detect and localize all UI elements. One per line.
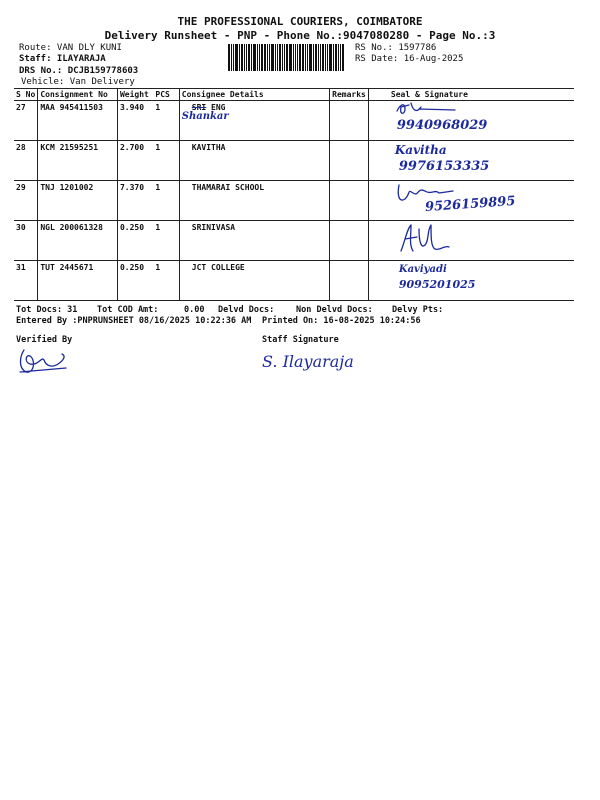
table-row (14, 221, 574, 261)
consignee-name: SRINIVASA (191, 223, 236, 232)
barcode-bar (251, 44, 252, 71)
runsheet-table (14, 88, 574, 301)
col-weight: Weight (117, 89, 153, 101)
consignee-name: KAVITHA (191, 143, 226, 152)
barcode-bar (277, 44, 278, 71)
col-remarks: Remarks (330, 89, 369, 101)
row-consignment: KCM 21595251 (38, 141, 118, 181)
barcode-bar (239, 44, 240, 71)
staff-label: Staff: ILAYARAJA (19, 54, 106, 64)
route-label: Route: VAN DLY KUNI (19, 43, 122, 53)
row-pcs: 1 (153, 141, 179, 181)
row-consignee (179, 181, 329, 221)
barcode-bar (264, 44, 266, 71)
barcode-bar (289, 44, 292, 71)
barcode-bar (329, 44, 332, 71)
barcode-bar (309, 44, 312, 71)
row-consignee (179, 101, 329, 141)
barcode-bar (269, 44, 270, 71)
row-consignee (179, 141, 329, 181)
row-remarks (330, 261, 369, 301)
barcode-bar (297, 44, 298, 71)
row-weight: 0.250 (117, 221, 153, 261)
row-consignment: MAA 945411503 (38, 101, 118, 141)
barcode-bar (244, 44, 245, 71)
non-delivered-docs: Non Delvd Docs: (296, 305, 373, 315)
tot-cod-amount: Tot COD Amt: 0.00 (97, 305, 205, 315)
signature-mark (395, 101, 475, 117)
delivered-docs: Delvd Docs: (218, 305, 275, 315)
barcode-bar (322, 44, 324, 71)
barcode-bar (327, 44, 328, 71)
barcode-bar (295, 44, 296, 71)
table-row (14, 141, 574, 181)
row-sno: 31 (14, 261, 38, 301)
consignee-name: ENG (211, 103, 226, 112)
row-consignment: TNJ 1201002 (38, 181, 118, 221)
consignee-struck: SRI (191, 103, 207, 112)
barcode-bar (231, 44, 232, 71)
barcode-bar (259, 44, 260, 71)
row-weight: 3.940 (117, 101, 153, 141)
row-consignment: TUT 2445671 (38, 261, 118, 301)
handwritten-phone: 9940968029 (396, 118, 488, 133)
signature-mark (397, 221, 477, 255)
row-consignment: NGL 200061328 (38, 221, 118, 261)
barcode-bar (248, 44, 250, 71)
barcode-bar (261, 44, 263, 71)
barcode-bar (325, 44, 326, 71)
barcode-bar (338, 44, 339, 71)
barcode-bar (284, 44, 285, 71)
row-pcs: 1 (153, 101, 179, 141)
col-consignment: Consignment No (38, 89, 118, 101)
row-weight: 7.370 (117, 181, 153, 221)
barcode-bar (235, 44, 238, 71)
row-sno: 30 (14, 221, 38, 261)
entered-by: Entered By :PNPRUNSHEET 08/16/2025 10:22:36 AM (16, 316, 252, 326)
tot-docs: Tot Docs: 31 (16, 305, 78, 315)
row-consignee (179, 261, 329, 301)
barcode-bar (342, 44, 344, 71)
barcode-bar (302, 44, 304, 71)
barcode-bar (305, 44, 306, 71)
barcode-bar (228, 44, 230, 71)
verified-by-label: Verified By (16, 335, 73, 345)
row-sno: 27 (14, 101, 38, 141)
row-pcs: 1 (153, 181, 179, 221)
row-signature (368, 221, 574, 261)
col-seal-signature: Seal & Signature (368, 89, 574, 101)
barcode-bar (307, 44, 308, 71)
barcode-bar (282, 44, 283, 71)
runsheet-subtitle: Delivery Runsheet - PNP - Phone No.:9047080280 - Page No.:3 (104, 29, 496, 42)
rs-number: RS No.: 1597786 (355, 43, 437, 53)
table-row (14, 181, 574, 221)
handwritten-phone: 9976153335 (398, 159, 490, 174)
verifier-signature (18, 346, 78, 376)
drs-number: DRS No.: DCJB159778603 (19, 66, 139, 76)
vehicle-label: Vehicle: Van Delivery (21, 77, 135, 87)
barcode-bar (299, 44, 301, 71)
col-sno: S No (14, 89, 38, 101)
consignee-name: JCT COLLEGE (191, 263, 245, 272)
staff-signature-handwritten: S. Ilayaraja (262, 352, 354, 371)
handwritten-phone: 9095201025 (398, 278, 476, 291)
barcode-bar (320, 44, 321, 71)
barcode-bar (275, 44, 276, 71)
col-consignee: Consignee Details (179, 89, 329, 101)
row-weight: 0.250 (117, 261, 153, 301)
barcode-bar (313, 44, 314, 71)
handwritten-phone: 9526159895 (424, 193, 516, 216)
barcode-bar (233, 44, 234, 71)
row-signature (368, 261, 574, 301)
delivery-points: Delvy Pts: (392, 305, 444, 315)
barcode-bar (271, 44, 274, 71)
barcode-bar (279, 44, 281, 71)
row-sno: 29 (14, 181, 38, 221)
row-remarks (330, 141, 369, 181)
row-weight: 2.700 (117, 141, 153, 181)
barcode-bar (257, 44, 258, 71)
company-title: THE PROFESSIONAL COURIERS, COIMBATORE (177, 15, 423, 28)
table-header-row (14, 89, 574, 101)
barcode-bar (333, 44, 334, 71)
row-remarks (330, 181, 369, 221)
row-signature (368, 181, 574, 221)
consignee-name: THAMARAI SCHOOL (191, 183, 265, 192)
barcode-bar (315, 44, 317, 71)
handwritten-name: Kaviyadi (398, 264, 447, 275)
staff-signature-label: Staff Signature (262, 335, 339, 345)
barcode-bar (340, 44, 341, 71)
rs-date: RS Date: 16-Aug-2025 (355, 54, 464, 64)
barcode-bar (267, 44, 268, 71)
barcode-bar (253, 44, 256, 71)
barcode-bar (335, 44, 337, 71)
barcode-bar (318, 44, 319, 71)
barcode (228, 44, 350, 71)
row-consignee (179, 221, 329, 261)
barcode-bar (293, 44, 294, 71)
row-remarks (330, 221, 369, 261)
printed-on: Printed On: 16-08-2025 10:24:56 (262, 316, 421, 326)
barcode-bar (286, 44, 288, 71)
row-pcs: 1 (153, 221, 179, 261)
col-pcs: PCS (153, 89, 179, 101)
row-signature (368, 141, 574, 181)
table-row (14, 261, 574, 301)
table-row (14, 101, 574, 141)
barcode-bar (246, 44, 247, 71)
row-pcs: 1 (153, 261, 179, 301)
handwritten-name: Kavitha (394, 143, 447, 157)
row-signature (368, 101, 574, 141)
row-sno: 28 (14, 141, 38, 181)
barcode-bar (241, 44, 243, 71)
handwritten-name: Shankar (181, 111, 229, 122)
row-remarks (330, 101, 369, 141)
